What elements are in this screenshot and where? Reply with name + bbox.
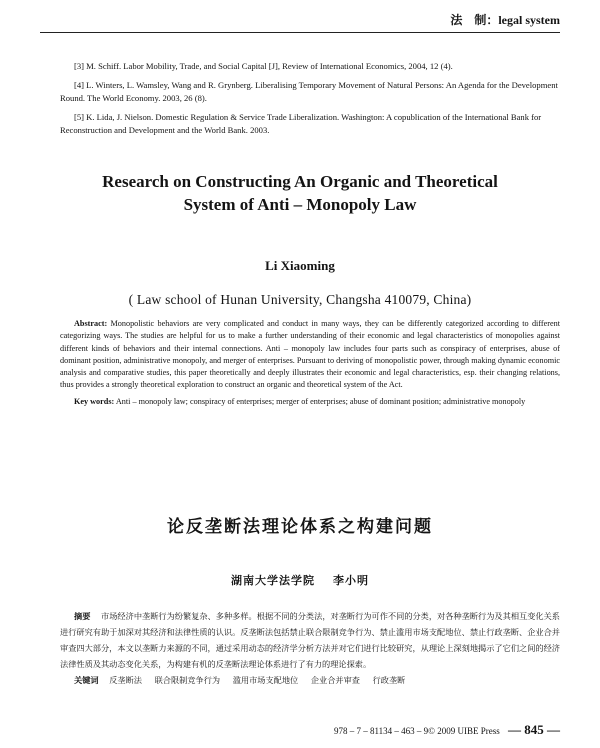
publication-info: 978 – 7 – 81134 – 463 – 9© 2009 UIBE Press: [333, 726, 500, 736]
english-title-line: Research on Constructing An Organic and Theoretical: [102, 172, 498, 191]
chinese-abstract: [60, 608, 560, 688]
keywords-label: Key words:: [74, 396, 115, 406]
reference-item: [3] M. Schiff. Labor Mobility, Trade, and Social Capital [J], Review of International Economics, 2004, 12 (4).: [74, 61, 453, 71]
chinese-keyword: 行政垄断: [372, 675, 406, 685]
chinese-keyword: 联合限制竞争行为: [154, 675, 221, 685]
chinese-affiliation: 湖南大学法学院: [231, 574, 315, 587]
english-keywords: [60, 396, 560, 408]
chinese-title: 论反垄断法理论体系之构建问题: [167, 517, 433, 537]
chinese-author-name: 李小明: [333, 574, 369, 587]
reference-list: [60, 60, 560, 143]
chinese-abstract-text: 市场经济中垄断行为纷繁复杂、多种多样。根据不同的分类法，对垄断行为可作不同的分类，对各种垄断行为及其相互变化关系进行研究有助于加深对其经济和法律性质的认识。反垄断法包括禁止联合限制竞争行为、禁止滥用市场支配地位、禁止行政垄断、企业合并审查四大部分，本文以垄断力来源的不同，通过采用动态的经济学分析方法并对它们进行比较研究，从理论上深刻地揭示了它们之间的经济法律性质及其动态变化关系，为构建有机的反垄断法理论体系进行了有力的理论探索。: [60, 611, 560, 669]
english-title-line: System of Anti – Monopoly Law: [183, 195, 417, 214]
english-title: [0, 170, 600, 216]
english-affiliation: ( Law school of Hunan University, Changsha 410079, China): [128, 292, 472, 307]
english-author: Li Xiaoming: [265, 258, 335, 273]
abstract-text: Monopolistic behaviors are very complicated and conduct in many ways, they can be differently categorized according to different categorizing ways. The studies are helpful for us to make a further understanding of their economic and legal characteristics of monopolies against different kinds of behaviors and their internal connections. Anti – monopoly law includes four parts such as conspiracy of enterprises, abuse of dominant position, administrative monopoly, and merger of enterprises. Pursuant to deriving of monopolistic power, through making dynamic economic analysis and comparative studies, this paper theoretically and deeply illustrates their economic and legal characteristics, esp. their changing relations, thus provides a strongly theoretical exploration to construct an organic and theoretical system of the Act.: [60, 319, 560, 390]
english-abstract: [60, 318, 560, 408]
abstract-label: Abstract:: [74, 319, 108, 328]
chinese-keywords: [60, 672, 560, 688]
chinese-keyword: 企业合并审查: [310, 675, 360, 685]
running-header: 法 制：legal system: [40, 10, 560, 33]
reference-item: [4] L. Winters, L. Wamsley, Wang and R. Grynberg. Liberalising Temporary Movement of Natural Persons: An Agenda for the Development Round. The World Economy. 2003, 26 (8).: [60, 79, 558, 103]
keywords-text: Anti – monopoly law; conspiracy of enterprises; merger of enterprises; abuse of dominant position; administrative monopoly: [115, 396, 526, 406]
chinese-keyword: 反垄断法: [109, 675, 142, 685]
page-footer: [334, 722, 560, 738]
chinese-abstract-label: 摘要: [74, 611, 91, 621]
chinese-keyword: 滥用市场支配地位: [232, 675, 299, 685]
chinese-keywords-label: 关键词: [74, 675, 99, 685]
page-number: — 845 —: [508, 722, 560, 737]
chinese-author: [0, 572, 600, 588]
reference-item: [5] K. Lida, J. Nielson. Domestic Regulation & Service Trade Liberalization. Washington: A copublication of the International Bank for Reconstruction and Development and the World Bank. 2003.: [60, 111, 542, 135]
